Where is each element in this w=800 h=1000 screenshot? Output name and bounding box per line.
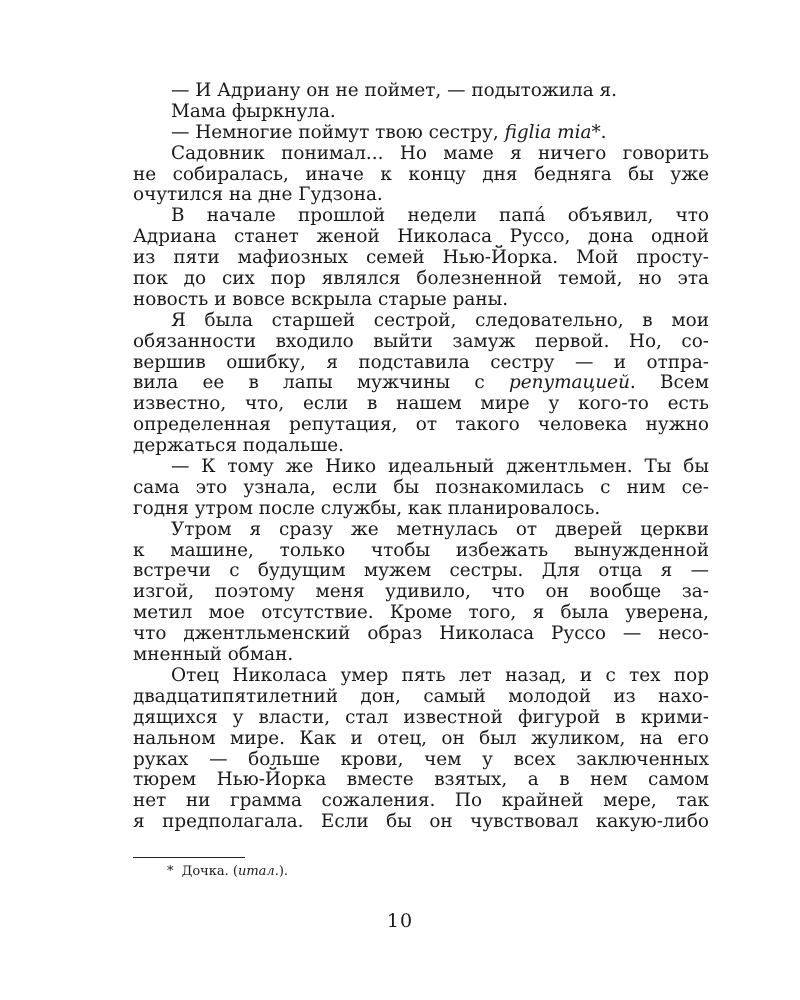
text-line: Утром я сразу же метнулась от дверей церкви	[171, 518, 709, 540]
text-line: изгой, поэтому меня удивило, что он вообще за-	[133, 581, 709, 603]
text-line	[133, 123, 709, 144]
text-line: Я была старшей сестрой, следовательно, в мои	[171, 309, 709, 331]
page-number: 10	[386, 910, 414, 932]
body-text	[133, 81, 709, 833]
text-line: В начале прошлой недели папа́ объявил, что	[171, 205, 709, 227]
text-line: руках — больше крови, чем у всех заключенных	[133, 748, 709, 770]
text-line: я предполагала. Если бы он чувствовал какую-либо	[133, 811, 709, 833]
text-line: очутился на дне Гудзона.	[133, 184, 383, 206]
text-line: известно, что, если в нашем мире у кого-то есть	[133, 393, 709, 415]
text-line: дящихся у власти, стал известной фигурой в крими-	[133, 706, 709, 728]
footnote-marker: *	[167, 864, 174, 879]
footnote-abbr: итал.	[237, 864, 279, 879]
footnote-close: ).	[278, 864, 289, 879]
text-line: мненный обман.	[133, 644, 294, 666]
text-line: определенная репутация, от такого человека нужно	[133, 414, 709, 436]
text-line: двадцатипятилетний дон, самый молодой из нахо-	[133, 685, 709, 707]
text-line: из пяти мафиозных семей Нью-Йорка. Мой просту-	[133, 247, 709, 269]
text-line: новость и вовсе вскрыла старые раны.	[133, 288, 509, 310]
text-line: сама это узнала, если бы познакомилась с ним се-	[133, 476, 709, 498]
text-line: не собиралась, иначе к концу дня бедняга бы уже	[133, 163, 709, 185]
text-line: держаться подальше.	[133, 435, 344, 457]
text-line: к машине, только чтобы избежать вынужденной	[133, 539, 709, 561]
text-line: нет ни грамма сожаления. По крайней мере, так	[133, 790, 709, 812]
text-line-end: . Всем	[629, 372, 709, 394]
footnote	[167, 862, 288, 882]
text-line: Адриана станет женой Николаса Руссо, дона одной	[133, 226, 709, 248]
text-line: Мама фыркнула.	[171, 100, 336, 122]
text-line: обязанности входило выйти замуж первой. Но, со-	[133, 330, 709, 352]
text-line: годня утром после службы, как планировалось.	[133, 497, 601, 519]
text-line: что джентльменский образ Николаса Руссо — несо-	[133, 623, 709, 645]
footnote-ref: *.	[591, 121, 607, 143]
footnote-text: Дочка. (	[181, 864, 238, 879]
text-line: встречи с будущим мужем сестры. Для отца я —	[133, 560, 709, 582]
text-line: Отец Николаса умер пять лет назад, и с тех пор	[171, 664, 709, 686]
text-line	[133, 373, 709, 394]
text-line-start: вила ее в лапы мужчины с	[133, 372, 485, 394]
text-line-start: — Немногие поймут твою сестру,	[171, 121, 499, 143]
text-line: — И Адриану он не поймет, — подытожила я.	[171, 80, 617, 101]
italic-phrase: figlia mia	[504, 121, 592, 143]
text-line: — К тому же Нико идеальный джентльмен. Ты бы	[171, 456, 709, 478]
text-line: метил мое отсутствие. Кроме того, я была уверена,	[133, 602, 709, 624]
text-line: тюрем Нью-Йорка вместе взятых, а в нем самом	[133, 769, 709, 791]
italic-phrase: репутацией	[508, 372, 630, 394]
text-line: нальном мире. Как и отец, он был жуликом, на его	[133, 727, 709, 749]
text-line: пок до сих пор являлся болезненной темой, но эта	[133, 268, 709, 290]
text-line: Садовник понимал... Но маме я ничего говорить	[171, 142, 709, 164]
footnote-divider	[133, 857, 245, 858]
text-line: вершив ошибку, я подставила сестру — и отпра-	[133, 351, 709, 373]
